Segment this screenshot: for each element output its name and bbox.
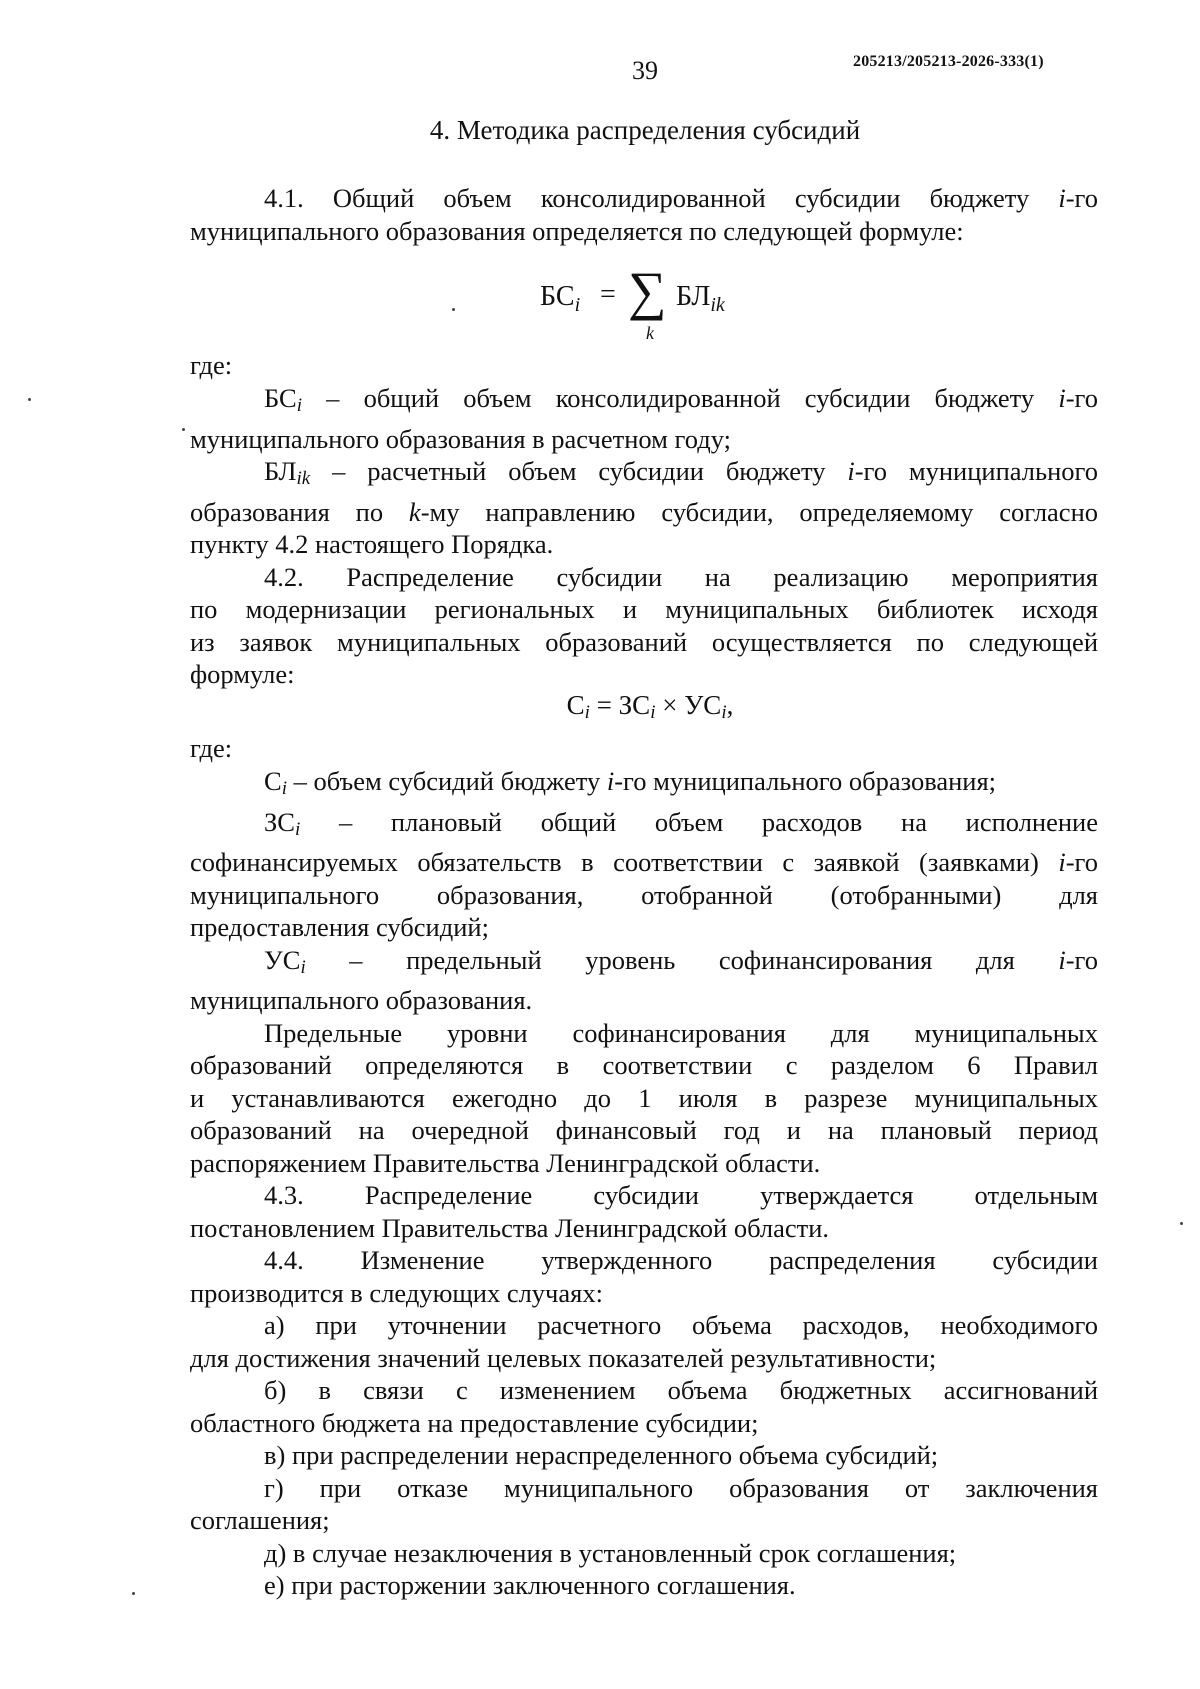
case-v: в) при распределении нераспределенного объема субсидий; bbox=[264, 1440, 939, 1470]
case-e: е) при расторжении заключенного соглашения. bbox=[264, 1570, 796, 1600]
paragraph-4-2: 4.2. Распределение субсидии на реализацию мероприятия bbox=[264, 561, 1098, 592]
case-b: б) в связи с изменением объема бюджетных ассигнований bbox=[264, 1375, 1098, 1405]
definitions-4-1: БСi – общий объем консолидированной субсидии бюджету i-го муниципального образования в расчетном году; БЛik – расчетный объем субсидии бюджету i-го муниципального образования по k-му направлению субсидии, определяемому согласно пункту 4.2 настоящего Порядка. 4.2. Распределение субсидии на реализацию мероприятия по модернизации региональных и муниципальных библиотек исходя из заявок муниципальных образований осуществляется по следующей формуле: bbox=[190, 383, 1098, 689]
scan-speck bbox=[1180, 1222, 1183, 1225]
case-a: а) при уточнении расчетного объема расходов, необходимого bbox=[264, 1310, 1098, 1340]
sum-sign: ∑ bbox=[628, 261, 667, 321]
formula-equals: = bbox=[600, 279, 616, 310]
page-number: 39 bbox=[632, 56, 658, 85]
formula-rhs: БЛ bbox=[676, 281, 711, 312]
scan-speck bbox=[132, 1592, 135, 1595]
formula-lhs: БС bbox=[540, 281, 575, 312]
sum-index: k bbox=[646, 323, 654, 343]
definition-uc: УСi – предельный уровень софинансирования для i-го bbox=[264, 944, 1098, 978]
definition-bl: БЛik – расчетный объем субсидии бюджету i-го муниципального bbox=[264, 456, 1098, 489]
paragraph-4-3: 4.3. Распределение субсидии утверждается отдельным bbox=[264, 1180, 1098, 1210]
where-label-2: где: bbox=[190, 733, 233, 763]
formula-c: Сi = ЗСi × УСi, bbox=[566, 690, 734, 723]
section-title: 4. Методика распределения субсидий bbox=[429, 115, 861, 145]
case-g: г) при отказе муниципального образования от заключения bbox=[264, 1472, 1098, 1503]
where-label: где: bbox=[190, 350, 233, 380]
paragraph-4-1: 4.1. Общий объем консолидированной субсидии бюджету i-го муниципального образования определяется по следующей формуле: bbox=[190, 183, 1098, 246]
case-d: д) в случае незаключения в установленный срок соглашения; bbox=[264, 1537, 957, 1568]
registration-number: 205213/205213-2026-333(1) bbox=[853, 53, 1044, 70]
definitions-4-2: Сi – объем субсидий бюджету i-го муниципального образования; ЗСi – плановый общий объем расходов на исполнение софинансируемых обязательств в соответствии с заявкой (заявками) i-го муниципального образования, отобранной (отобранными) для предоставления субсидий; УСi – предельный уровень софинансирования для i-го муниципального образования. Предельные уровни софинансирования для муниципальных образований определяются в соответствии с разделом 6 Правил и устанавливаются ежегодно до 1 июля в разрезе муниципальных образований на очередной финансовый год и на плановый период распоряжением Правительства Ленинградской области. 4.3. Распределение субсидии утверждается отдельным постановлением Правительства Ленинградской области. 4.4. Изменение утвержденного распределения субсидии производится в следующих случаях: а) при уточнении расчетного объема расходов, необходимого для достижения значений целевых показателей результативности; б) в связи с изменением объема бюджетных ассигнований областного бюджета на предоставление субсидии; в) при распределении нераспределенного объема субсидий; г) при отказе муниципального образования от заключения соглашения; д) в случае незаключения в установленный срок соглашения; е) при расторжении заключенного соглашения. bbox=[190, 766, 1098, 1600]
paragraph-4-4: 4.4. Изменение утвержденного распределения субсидии bbox=[264, 1245, 1098, 1275]
scan-speck bbox=[452, 308, 455, 311]
definition-bs: БСi – общий объем консолидированной субсидии бюджету i-го bbox=[264, 383, 1098, 416]
formula-bs-sum: $БС_i$ = ∑ k $БЛ_{ik}$ bbox=[540, 261, 725, 343]
paragraph-levels: Предельные уровни софинансирования для муниципальных bbox=[264, 1017, 1098, 1048]
scan-speck bbox=[182, 428, 185, 431]
definition-zc: ЗСi – плановый общий объем расходов на исполнение bbox=[264, 806, 1098, 840]
scan-speck bbox=[28, 398, 31, 401]
definition-c: Сi – объем субсидий бюджету i-го муниципального образования; bbox=[264, 766, 997, 799]
